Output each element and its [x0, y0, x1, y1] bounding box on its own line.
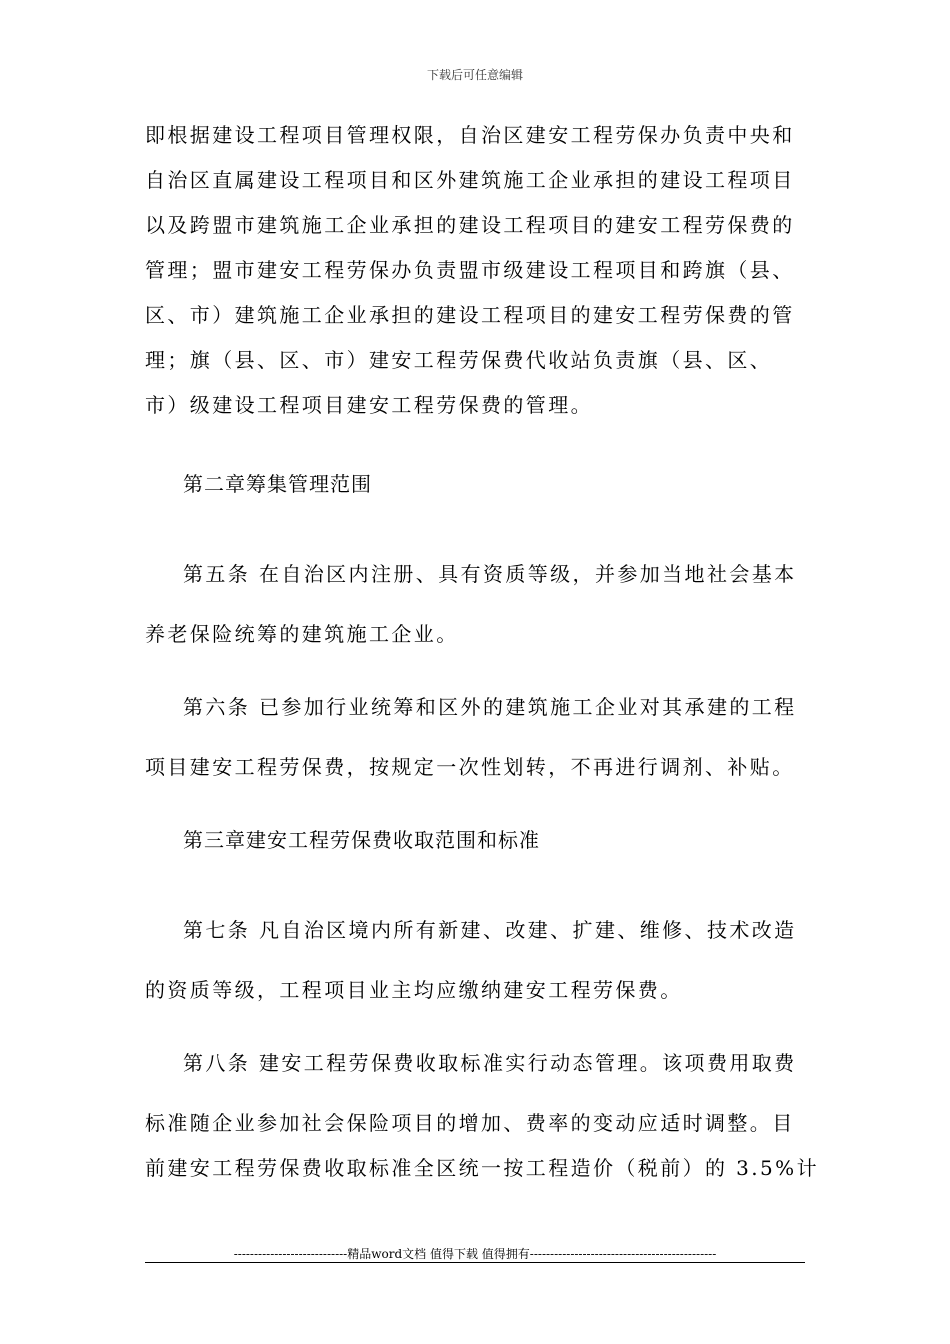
- heading-line: 第三章建安工程劳保费收取范围和标准: [183, 828, 540, 852]
- text-line: 项目建安工程劳保费，按规定一次性划转，不再进行调剂、补贴。: [145, 755, 795, 779]
- text-line: 管理；盟市建安工程劳保办负责盟市级建设工程项目和跨旗（县、: [145, 258, 795, 282]
- text-line: 以及跨盟市建筑施工企业承担的建设工程项目的建安工程劳保费的: [145, 213, 795, 237]
- text-line: 第五条 在自治区内注册、具有资质等级，并参加当地社会基本: [183, 562, 797, 586]
- text-line: 第八条 建安工程劳保费收取标准实行动态管理。该项费用取费: [183, 1051, 797, 1075]
- text-line: 的资质等级，工程项目业主均应缴纳建安工程劳保费。: [145, 978, 683, 1002]
- text-line: 市）级建设工程项目建安工程劳保费的管理。: [145, 393, 593, 417]
- page-footer: ----------------------------精品word文档 值得下载 值得拥有----------------------------------------------: [233, 1247, 717, 1261]
- chapter-2-heading: [183, 462, 843, 507]
- article-5: [145, 552, 805, 657]
- text-line: 理；旗（县、区、市）建安工程劳保费代收站负责旗（县、区、: [145, 348, 773, 372]
- text-line: 标准随企业参加社会保险项目的增加、费率的变动应适时调整。目: [145, 1111, 795, 1135]
- text-line: 即根据建设工程项目管理权限，自治区建安工程劳保办负责中央和: [145, 123, 795, 147]
- chapter-3-heading: [183, 818, 843, 863]
- paragraph-management-scope: [145, 113, 805, 428]
- article-6: [145, 685, 805, 790]
- page-header: 下载后可任意编辑: [426, 68, 523, 82]
- heading-line: 第二章筹集管理范围: [183, 472, 372, 496]
- article-8: [145, 1041, 819, 1191]
- text-line: 养老保险统筹的建筑施工企业。: [145, 622, 459, 646]
- text-line: 第六条 已参加行业统筹和区外的建筑施工企业对其承建的工程: [183, 695, 797, 719]
- article-7: [145, 908, 805, 1013]
- text-line: 自治区直属建设工程项目和区外建筑施工企业承担的建设工程项目: [145, 168, 795, 192]
- text-line: 前建安工程劳保费收取标准全区统一按工程造价（税前）的 3.5%计: [145, 1156, 819, 1180]
- text-line: 区、市）建筑施工企业承担的建设工程项目的建安工程劳保费的管: [145, 303, 795, 327]
- footer-divider: [145, 1262, 805, 1263]
- text-line: 第七条 凡自治区境内所有新建、改建、扩建、维修、技术改造: [183, 918, 797, 942]
